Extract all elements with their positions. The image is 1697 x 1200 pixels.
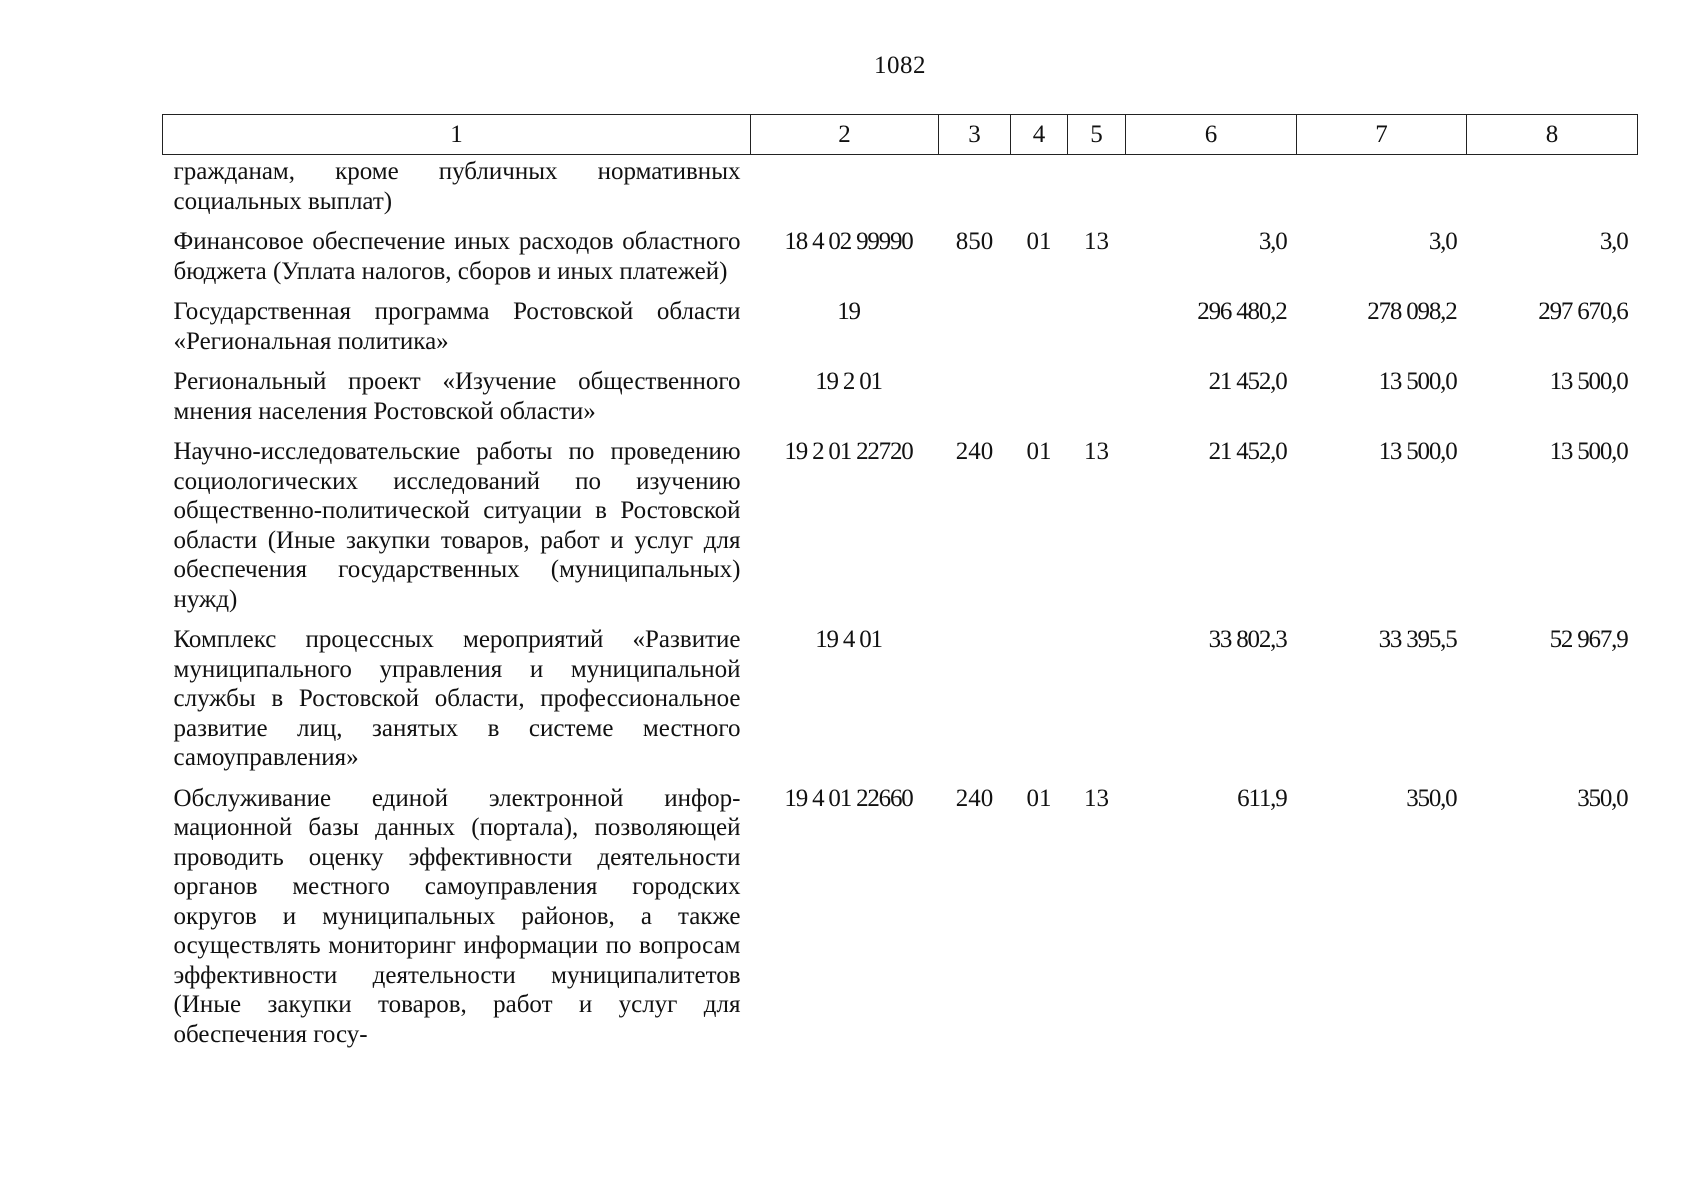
- row-name: Обслуживание единой электронной информационной базы данных (портала), позволяющей проводить оценку эффективности деятельности органов местного самоуправления городских округов и муниципальных районов, а также осуществлять мониторинг информации по вопросам эффективности деятельности муниципалитетов (Иные закупки товаров, работ и услуг для обеспечения госу-: [173, 784, 741, 1048]
- row-amount-col8: 297 670,6: [1538, 298, 1628, 325]
- row-code: [751, 155, 939, 228]
- row-pr: 13: [1084, 784, 1109, 812]
- row-pr: [1068, 155, 1126, 228]
- budget-table-container: [162, 114, 1637, 1060]
- row-rz: 01: [1026, 784, 1052, 812]
- row-amount-col7: [1297, 155, 1467, 228]
- row-pr: [1068, 297, 1126, 367]
- row-vr: 850: [955, 228, 994, 255]
- row-amount-col7: 278 098,2: [1367, 298, 1457, 325]
- row-amount-col6: [1126, 155, 1297, 228]
- row-name: гражданам, кроме публичных нормативных социальных выплат): [173, 158, 741, 215]
- table-header: [163, 115, 1638, 155]
- row-code: 19 2 01: [815, 368, 882, 395]
- row-name: Финансовое обеспечение иных расходов областного бюджета (Уплата налогов, сборов и иных платежей): [173, 228, 741, 285]
- row-rz: 01: [1026, 228, 1052, 255]
- table-row: [163, 784, 1638, 1061]
- row-pr: [1068, 625, 1126, 784]
- row-rz: [1011, 625, 1068, 784]
- row-amount-col8: 13 500,0: [1549, 368, 1628, 395]
- row-amount-col8: 13 500,0: [1549, 438, 1628, 465]
- row-rz: 01: [1026, 438, 1052, 465]
- table-row: [163, 297, 1638, 367]
- row-name: Региональный проект «Изучение общественного мнения населения Ростовской области»: [173, 368, 741, 425]
- table-row: [163, 437, 1638, 625]
- row-vr: [939, 155, 1011, 228]
- row-amount-col8: 350,0: [1577, 784, 1628, 812]
- header-cell-6: 6: [1126, 115, 1297, 155]
- header-cell-8: 8: [1467, 115, 1638, 155]
- row-vr: [939, 297, 1011, 367]
- header-cell-5: 5: [1068, 115, 1126, 155]
- row-rz: [1011, 297, 1068, 367]
- row-pr: 13: [1084, 438, 1109, 465]
- row-amount-col6: 296 480,2: [1197, 298, 1287, 325]
- row-vr: [939, 625, 1011, 784]
- row-amount-col7: 350,0: [1406, 784, 1457, 812]
- table-row: [163, 367, 1638, 437]
- row-code: 19 2 01 22720: [784, 438, 913, 465]
- row-code: 19 4 01: [815, 626, 882, 653]
- row-rz: [1011, 367, 1068, 437]
- row-amount-col6: 33 802,3: [1208, 626, 1287, 653]
- budget-table: [162, 114, 1638, 1060]
- header-cell-7: 7: [1297, 115, 1467, 155]
- header-cell-4: 4: [1011, 115, 1068, 155]
- row-amount-col8: 3,0: [1599, 228, 1628, 255]
- row-amount-col6: 3,0: [1258, 228, 1287, 255]
- row-vr: [939, 367, 1011, 437]
- table-row: [163, 227, 1638, 297]
- row-name: Научно-исследовательские работы по проведению социологических исследований по изучению общественно-политической ситуации в Ростовской области (Иные закупки товаров, работ и услуг для обеспечения государственных (муниципальных) нужд): [173, 438, 741, 613]
- row-code: 19: [837, 298, 860, 325]
- table-body: [163, 155, 1638, 1061]
- row-name: Комплекс процессных мероприятий «Развитие муниципального управления и муниципальной службы в Ростовской области, профессиональное развитие лиц, занятых в системе местного самоуправления»: [173, 626, 741, 771]
- header-cell-2: 2: [751, 115, 939, 155]
- row-vr: 240: [955, 438, 994, 465]
- row-amount-col7: 33 395,5: [1378, 626, 1457, 653]
- row-rz: [1011, 155, 1068, 228]
- row-amount-col8: [1467, 155, 1638, 228]
- row-pr: 13: [1084, 228, 1109, 255]
- row-vr: 240: [955, 784, 994, 812]
- header-cell-1: 1: [163, 115, 751, 155]
- row-amount-col8: 52 967,9: [1549, 626, 1628, 653]
- table-row: [163, 625, 1638, 784]
- row-code: 19 4 01 22660: [784, 784, 913, 812]
- row-code: 18 4 02 99990: [784, 228, 913, 255]
- row-amount-col7: 3,0: [1428, 228, 1457, 255]
- header-cell-3: 3: [939, 115, 1011, 155]
- row-pr: [1068, 367, 1126, 437]
- table-row: [163, 155, 1638, 228]
- page-number: 1082: [874, 52, 926, 79]
- row-amount-col7: 13 500,0: [1378, 438, 1457, 465]
- row-amount-col7: 13 500,0: [1378, 368, 1457, 395]
- row-name: Государственная программа Ростовской области «Региональная политика»: [173, 298, 741, 355]
- header-row: [163, 115, 1638, 155]
- row-amount-col6: 21 452,0: [1208, 438, 1287, 465]
- row-amount-col6: 611,9: [1237, 784, 1287, 812]
- row-amount-col6: 21 452,0: [1208, 368, 1287, 395]
